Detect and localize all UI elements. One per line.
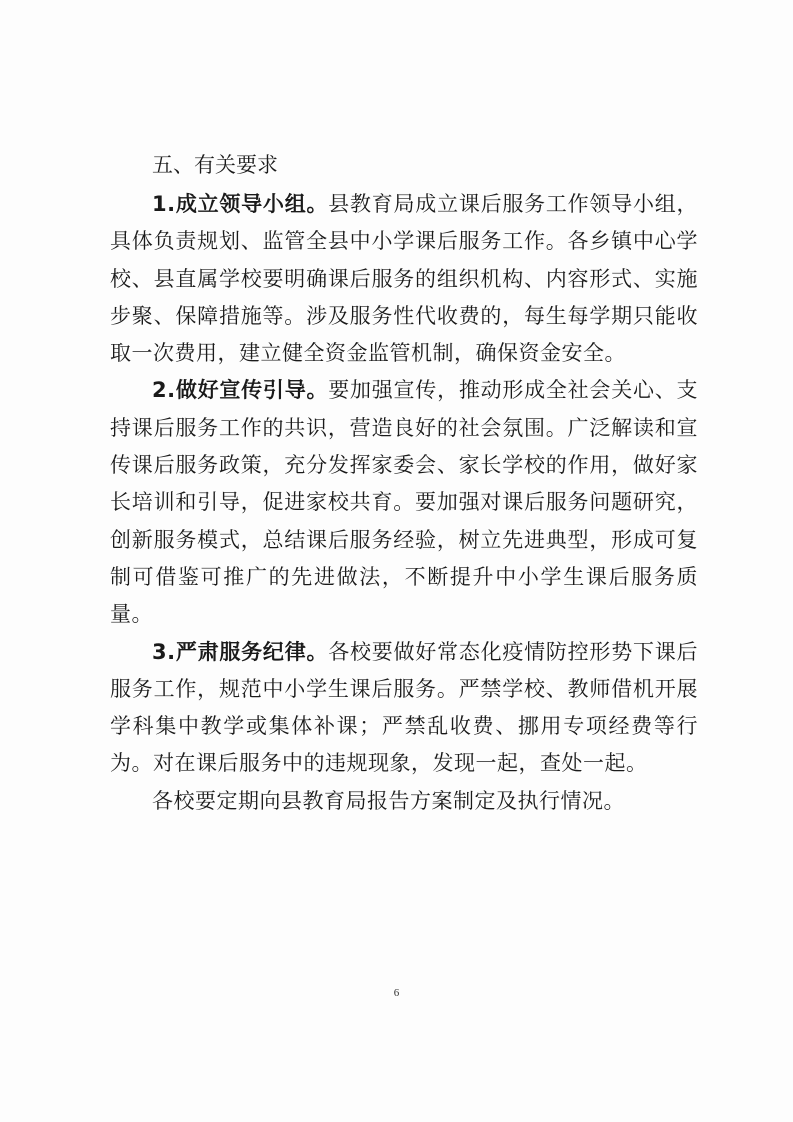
closing-paragraph: 各校要定期向县教育局报告方案制定及执行情况。 <box>152 788 625 813</box>
requirement-text-2: 要加强宣传，推动形成全社会关心、支持课后服务工作的共识，营造良好的社会氛围。广泛解读和宣传课后服务政策，充分发挥家委会、家长学校的作用，做好家长培训和引导，促进家校共育。要加强对课后服务问题研究，创新服务模式，总结课后服务经验，树立先进典型，形成可复制可借鉴可推广的先进做法，不断提升中小学生课后服务质量。 <box>110 378 699 627</box>
requirement-item-2 <box>110 372 698 633</box>
requirement-lead-1: 1.成立领导小组。 <box>152 192 329 216</box>
requirement-text-1: 县教育局成立课后服务工作领导小组，具体负责规划、监管全县中小学课后服务工作。各乡镇中心学校、县直属学校要明确课后服务的组织机构、内容形式、实施步聚、保障措施等。涉及服务性代收费的，每生每学期只能收取一次费用，建立健全资金监管机制，确保资金安全。 <box>110 192 699 366</box>
page-number: 6 <box>393 987 400 999</box>
requirement-text-3: 各校要做好常态化疫情防控形势下课后服务工作，规范中小学生课后服务。严禁学校、教师借机开展学科集中教学或集体补课；严禁乱收费、挪用专项经费等行为。对在课后服务中的违规现象，发现一起，查处一起。 <box>110 639 699 776</box>
requirement-lead-2: 2.做好宣传引导。 <box>152 378 329 403</box>
requirement-lead-3: 3.严肃服务纪律。 <box>152 639 329 664</box>
requirement-item-1 <box>110 186 698 372</box>
requirement-item-3 <box>110 634 698 783</box>
document-body <box>110 145 698 820</box>
section-title: 五、有关要求 <box>152 153 278 177</box>
